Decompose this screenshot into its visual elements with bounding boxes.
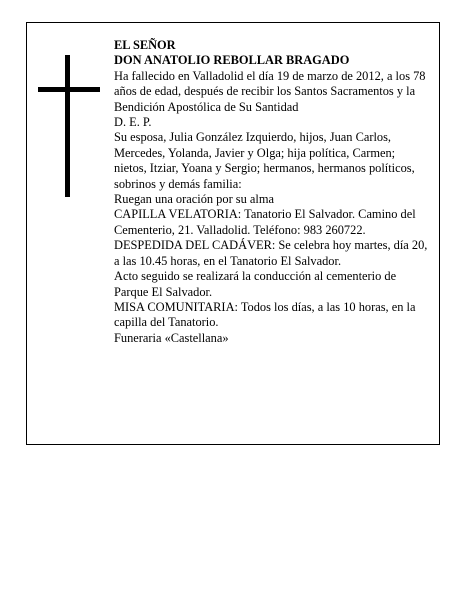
funeral-chapel: CAPILLA VELATORIA: Tanatorio El Salvador. Camino del Cementerio, 21. Valladolid. Teléfono: 983 260722. (114, 207, 416, 237)
death-announcement: Ha fallecido en Valladolid el día 19 de marzo de 2012, a los 78 años de edad, después de recibir los Santos Sacramentos y la Bendición Apostólica de Su Santidad (114, 68, 426, 114)
rest-in-peace: D. E. P. (114, 115, 152, 130)
notice-title: EL SEÑOR (114, 38, 176, 52)
obituary-text (114, 38, 428, 346)
prayer-request: Ruegan una oración por su alma (114, 192, 274, 207)
community-mass: MISA COMUNITARIA: Todos los días, a las 10 horas, en la capilla del Tanatorio. (114, 299, 416, 330)
deceased-name: DON ANATOLIO REBOLLAR BRAGADO (114, 53, 350, 68)
latin-cross-icon (38, 55, 100, 197)
family-members: Su esposa, Julia González Izquierdo, hijos, Juan Carlos, Mercedes, Yolanda, Javier y Olga; hija política, Carmen; nietos, Itziar, Yoana y Sergio; hermanos, hermanos políticos, sobrinos y demás familia: (114, 130, 415, 191)
funeral-home: Funeraria «Castellana» (114, 330, 229, 345)
farewell-ceremony: DESPEDIDA DEL CADÁVER: Se celebra hoy martes, día 20, a las 10.45 horas, en el Tanatorio El Salvador. (114, 238, 428, 268)
procession-info: Acto seguido se realizará la conducción al cementerio de Parque El Salvador. (114, 269, 397, 299)
cross-vertical-bar (65, 55, 70, 197)
cross-horizontal-bar (38, 87, 100, 92)
